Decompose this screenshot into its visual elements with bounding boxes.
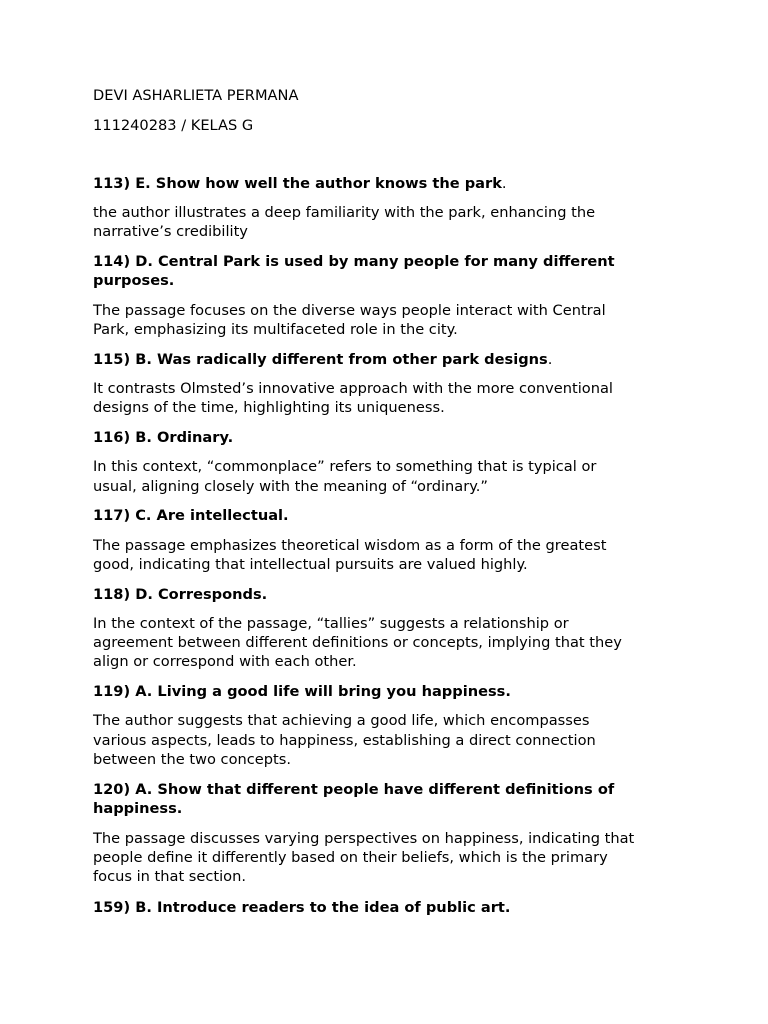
answer-113 [93,174,507,194]
answer-120-line-1: 120) A. Show that different people have different definitions of [93,781,615,798]
answer-115 [93,350,552,370]
explanation-120-line-3: focus in that section. [93,868,246,885]
explanation-114-line-1: The passage focuses on the diverse ways people interact with Central [93,302,606,319]
explanation-114-line-2: Park, emphasizing its multifaceted role in the city. [93,321,458,338]
explanation-117-line-2: good, indicating that intellectual pursuits are valued highly. [93,556,528,573]
answer-113-text: 113) E. Show how well the author knows the park [93,175,502,192]
answer-117: 117) C. Are intellectual. [93,507,289,524]
student-name: DEVI ASHARLIETA PERMANA [93,87,299,104]
answer-115-period: . [547,351,553,368]
explanation-116-line-2: usual, aligning closely with the meaning of “ordinary.” [93,478,488,495]
explanation-119-line-1: The author suggests that achieving a good life, which encompasses [93,712,590,729]
answer-114-line-1: 114) D. Central Park is used by many people for many different [93,253,615,270]
explanation-115-line-1: It contrasts Olmsted’s innovative approach with the more conventional [93,380,613,397]
answer-115-text: 115) B. Was radically different from other park designs [93,351,548,368]
explanation-118-line-3: align or correspond with each other. [93,653,357,670]
answer-116: 116) B. Ordinary. [93,429,234,446]
explanation-116-line-1: In this context, “commonplace” refers to something that is typical or [93,458,597,475]
answer-118: 118) D. Corresponds. [93,586,268,603]
explanation-117-line-1: The passage emphasizes theoretical wisdom as a form of the greatest [93,537,607,554]
answer-119: 119) A. Living a good life will bring you happiness. [93,683,511,700]
answer-113-period: . [501,175,507,192]
explanation-119-line-3: between the two concepts. [93,751,291,768]
explanation-118-line-1: In the context of the passage, “tallies” suggests a relationship or [93,615,569,632]
explanation-113-line-2: narrative’s credibility [93,223,248,240]
answer-120-line-2: happiness. [93,800,183,817]
explanation-120-line-2: people define it differently based on their beliefs, which is the primary [93,849,608,866]
explanation-115-line-2: designs of the time, highlighting its uniqueness. [93,399,445,416]
student-id-class: 111240283 / KELAS G [93,117,254,134]
explanation-119-line-2: various aspects, leads to happiness, establishing a direct connection [93,732,596,749]
explanation-113-line-1: the author illustrates a deep familiarity with the park, enhancing the [93,204,596,221]
answer-159: 159) B. Introduce readers to the idea of public art. [93,899,511,916]
explanation-120-line-1: The passage discusses varying perspectives on happiness, indicating that [93,830,635,847]
explanation-118-line-2: agreement between different definitions or concepts, implying that they [93,634,622,651]
answer-114-line-2: purposes. [93,272,175,289]
